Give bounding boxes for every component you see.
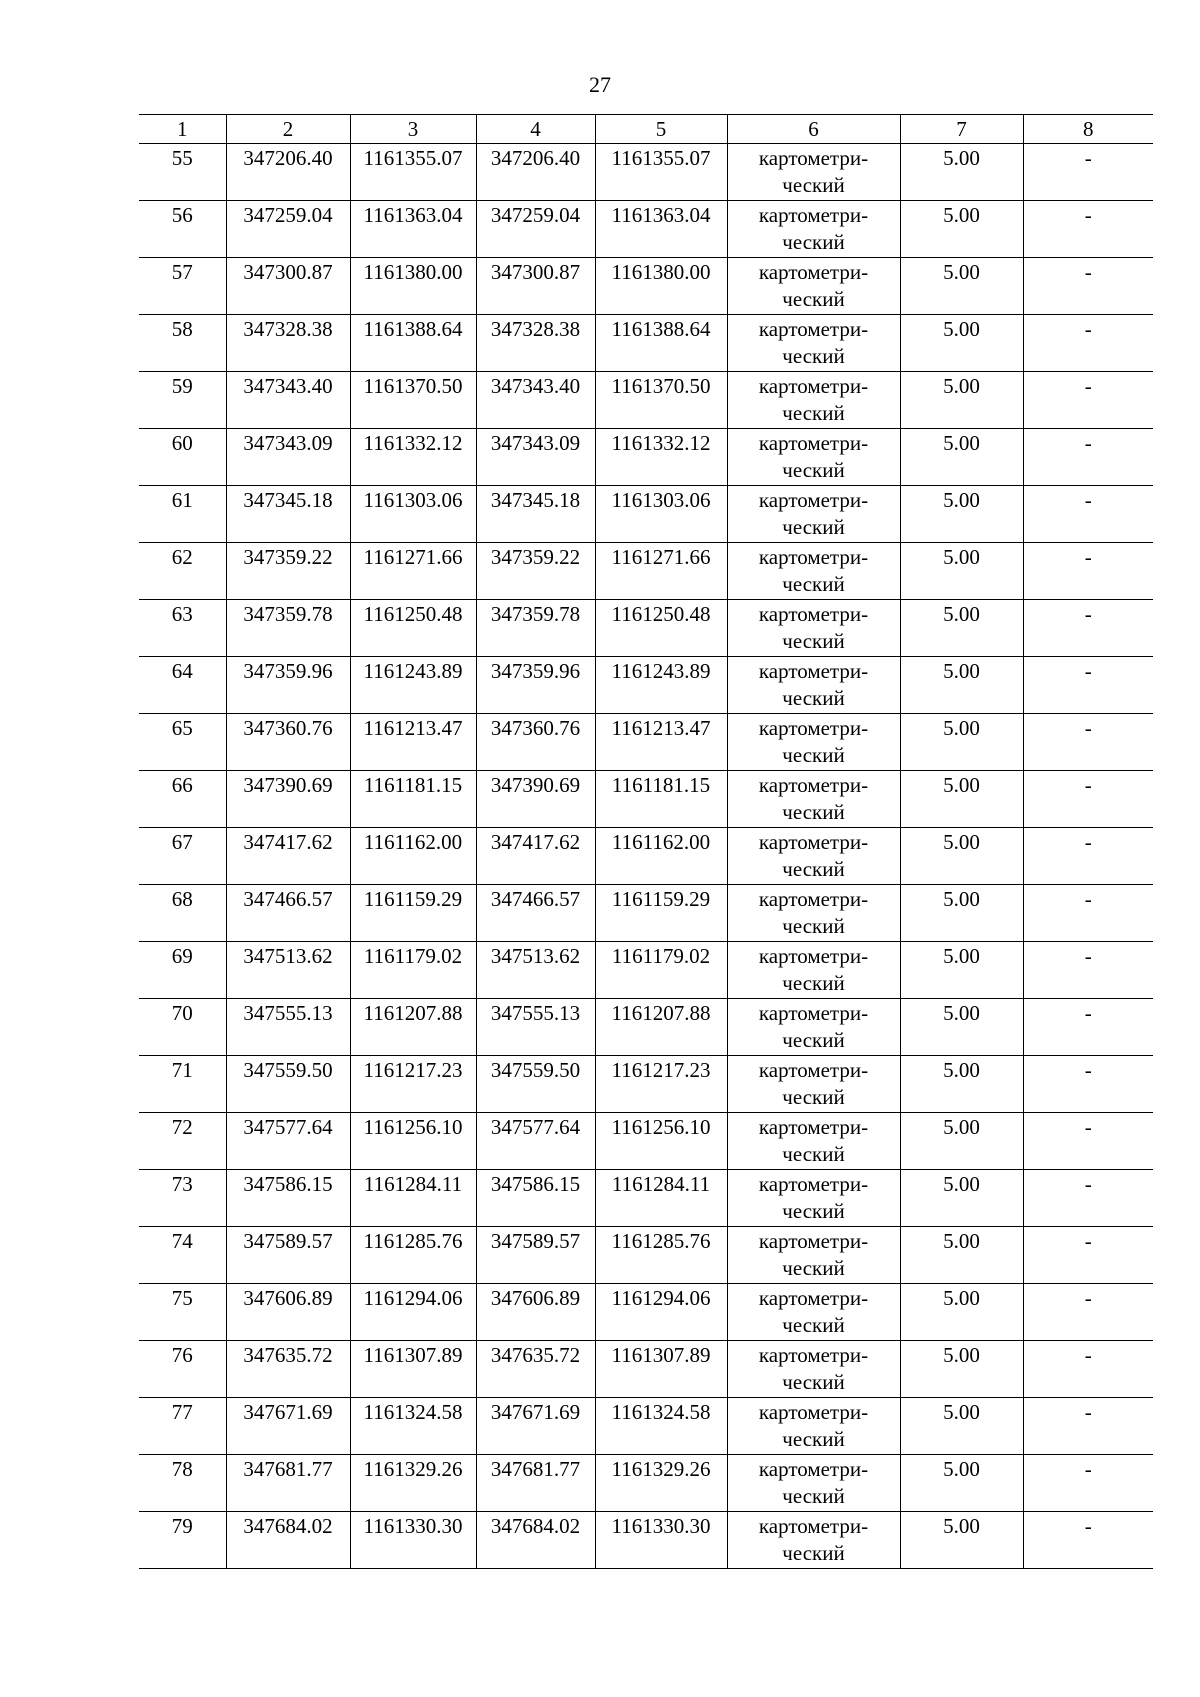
cell-method [727,942,900,999]
cell-note: - [1023,1341,1153,1398]
cell-n: 67 [139,828,226,885]
method-line: ческий [782,857,845,881]
cell-y1: 1161213.47 [350,714,476,771]
cell-n: 61 [139,486,226,543]
cell-x2: 347586.15 [476,1170,595,1227]
column-header: 7 [900,115,1023,144]
cell-n: 60 [139,429,226,486]
cell-y1: 1161159.29 [350,885,476,942]
method-line: картометри- [758,1115,869,1139]
method-line: ческий [782,1541,845,1565]
cell-note: - [1023,201,1153,258]
cell-method [727,315,900,372]
cell-y2: 1161363.04 [595,201,727,258]
cell-y2: 1161250.48 [595,600,727,657]
method-line: картометри- [758,773,869,797]
cell-x1: 347345.18 [226,486,350,543]
cell-y1: 1161181.15 [350,771,476,828]
cell-y1: 1161243.89 [350,657,476,714]
table-row [139,429,1153,486]
method-line: ческий [782,1028,845,1052]
cell-n: 58 [139,315,226,372]
cell-y1: 1161294.06 [350,1284,476,1341]
cell-accuracy: 5.00 [900,1056,1023,1113]
cell-y2: 1161370.50 [595,372,727,429]
table-row [139,144,1153,201]
cell-method [727,885,900,942]
cell-x2: 347359.78 [476,600,595,657]
method-line: картометри- [758,1229,869,1253]
page-number: 27 [589,72,611,97]
table-row [139,1227,1153,1284]
cell-method [727,1056,900,1113]
cell-note: - [1023,315,1153,372]
cell-x1: 347328.38 [226,315,350,372]
cell-method [727,429,900,486]
table-row [139,1512,1153,1569]
cell-x2: 347589.57 [476,1227,595,1284]
cell-x2: 347577.64 [476,1113,595,1170]
cell-note: - [1023,372,1153,429]
cell-x1: 347589.57 [226,1227,350,1284]
cell-y1: 1161256.10 [350,1113,476,1170]
table-row [139,1284,1153,1341]
cell-x1: 347684.02 [226,1512,350,1569]
table-row [139,543,1153,600]
method-line: ческий [782,173,845,197]
cell-x2: 347343.09 [476,429,595,486]
cell-x2: 347606.89 [476,1284,595,1341]
cell-n: 69 [139,942,226,999]
cell-y2: 1161213.47 [595,714,727,771]
cell-y2: 1161294.06 [595,1284,727,1341]
method-line: картометри- [758,545,869,569]
method-line: картометри- [758,146,869,170]
cell-accuracy: 5.00 [900,1170,1023,1227]
cell-n: 56 [139,201,226,258]
cell-x1: 347343.40 [226,372,350,429]
table-row [139,258,1153,315]
cell-x2: 347513.62 [476,942,595,999]
cell-method [727,600,900,657]
cell-x2: 347300.87 [476,258,595,315]
cell-y1: 1161271.66 [350,543,476,600]
cell-method [727,1398,900,1455]
cell-y1: 1161207.88 [350,999,476,1056]
cell-n: 55 [139,144,226,201]
cell-y2: 1161330.30 [595,1512,727,1569]
method-line: картометри- [758,374,869,398]
cell-y2: 1161284.11 [595,1170,727,1227]
cell-y1: 1161355.07 [350,144,476,201]
cell-x1: 347559.50 [226,1056,350,1113]
cell-x1: 347390.69 [226,771,350,828]
cell-n: 63 [139,600,226,657]
cell-x1: 347513.62 [226,942,350,999]
cell-y1: 1161285.76 [350,1227,476,1284]
cell-accuracy: 5.00 [900,999,1023,1056]
method-line: ческий [782,1370,845,1394]
cell-accuracy: 5.00 [900,1455,1023,1512]
cell-accuracy: 5.00 [900,486,1023,543]
cell-y2: 1161285.76 [595,1227,727,1284]
method-line: картометри- [758,1058,869,1082]
cell-y2: 1161355.07 [595,144,727,201]
cell-x1: 347417.62 [226,828,350,885]
table-row [139,999,1153,1056]
method-line: ческий [782,914,845,938]
cell-note: - [1023,1113,1153,1170]
method-line: картометри- [758,1172,869,1196]
cell-accuracy: 5.00 [900,201,1023,258]
method-line: ческий [782,1313,845,1337]
cell-y2: 1161332.12 [595,429,727,486]
method-line: ческий [782,515,845,539]
cell-method [727,1284,900,1341]
method-line: картометри- [758,203,869,227]
cell-accuracy: 5.00 [900,1227,1023,1284]
cell-note: - [1023,543,1153,600]
cell-y2: 1161388.64 [595,315,727,372]
method-line: ческий [782,800,845,824]
method-line: картометри- [758,317,869,341]
cell-n: 65 [139,714,226,771]
method-line: ческий [782,971,845,995]
cell-method [727,999,900,1056]
method-line: картометри- [758,1343,869,1367]
method-line: ческий [782,629,845,653]
table-row [139,771,1153,828]
method-line: картометри- [758,944,869,968]
table-row [139,828,1153,885]
cell-n: 66 [139,771,226,828]
table-row [139,1113,1153,1170]
cell-y1: 1161330.30 [350,1512,476,1569]
cell-note: - [1023,828,1153,885]
cell-x1: 347206.40 [226,144,350,201]
cell-y1: 1161370.50 [350,372,476,429]
table-row [139,942,1153,999]
cell-x2: 347360.76 [476,714,595,771]
cell-y2: 1161162.00 [595,828,727,885]
cell-x2: 347328.38 [476,315,595,372]
method-line: ческий [782,572,845,596]
cell-y1: 1161380.00 [350,258,476,315]
column-header: 6 [727,115,900,144]
cell-note: - [1023,1284,1153,1341]
cell-note: - [1023,1512,1153,1569]
table-row [139,372,1153,429]
cell-n: 64 [139,657,226,714]
cell-n: 70 [139,999,226,1056]
cell-x2: 347684.02 [476,1512,595,1569]
column-header: 3 [350,115,476,144]
cell-method [727,828,900,885]
cell-method [727,372,900,429]
cell-note: - [1023,1398,1153,1455]
cell-method [727,771,900,828]
cell-method [727,144,900,201]
table-row [139,885,1153,942]
table-row [139,714,1153,771]
cell-x2: 347390.69 [476,771,595,828]
cell-note: - [1023,1056,1153,1113]
cell-n: 59 [139,372,226,429]
cell-y2: 1161256.10 [595,1113,727,1170]
cell-method [727,201,900,258]
table-row [139,1056,1153,1113]
table-row [139,1398,1153,1455]
cell-n: 75 [139,1284,226,1341]
cell-note: - [1023,714,1153,771]
cell-x1: 347681.77 [226,1455,350,1512]
method-line: ческий [782,1142,845,1166]
method-line: ческий [782,458,845,482]
cell-y2: 1161217.23 [595,1056,727,1113]
cell-y1: 1161307.89 [350,1341,476,1398]
cell-x2: 347681.77 [476,1455,595,1512]
method-line: картометри- [758,1457,869,1481]
cell-accuracy: 5.00 [900,942,1023,999]
method-line: ческий [782,401,845,425]
cell-y1: 1161179.02 [350,942,476,999]
table-row [139,1455,1153,1512]
cell-accuracy: 5.00 [900,1113,1023,1170]
cell-note: - [1023,429,1153,486]
cell-y1: 1161388.64 [350,315,476,372]
cell-n: 62 [139,543,226,600]
cell-accuracy: 5.00 [900,828,1023,885]
cell-accuracy: 5.00 [900,144,1023,201]
method-line: ческий [782,743,845,767]
cell-n: 68 [139,885,226,942]
cell-accuracy: 5.00 [900,714,1023,771]
cell-n: 57 [139,258,226,315]
cell-y2: 1161307.89 [595,1341,727,1398]
method-line: ческий [782,1085,845,1109]
method-line: ческий [782,1484,845,1508]
table-row [139,486,1153,543]
cell-method [727,714,900,771]
method-line: ческий [782,1427,845,1451]
cell-x1: 347586.15 [226,1170,350,1227]
cell-x1: 347259.04 [226,201,350,258]
method-line: картометри- [758,1286,869,1310]
table-row [139,1170,1153,1227]
header-row [139,115,1153,144]
column-header: 1 [139,115,226,144]
cell-method [727,1113,900,1170]
column-header: 8 [1023,115,1153,144]
table-row [139,1341,1153,1398]
cell-method [727,258,900,315]
cell-x1: 347360.76 [226,714,350,771]
cell-y2: 1161380.00 [595,258,727,315]
column-header: 4 [476,115,595,144]
cell-y2: 1161159.29 [595,885,727,942]
cell-y1: 1161303.06 [350,486,476,543]
cell-method [727,1341,900,1398]
cell-n: 73 [139,1170,226,1227]
cell-y1: 1161324.58 [350,1398,476,1455]
cell-x1: 347359.96 [226,657,350,714]
cell-accuracy: 5.00 [900,1341,1023,1398]
cell-y1: 1161250.48 [350,600,476,657]
cell-x2: 347343.40 [476,372,595,429]
method-line: ческий [782,686,845,710]
cell-note: - [1023,999,1153,1056]
cell-note: - [1023,486,1153,543]
cell-accuracy: 5.00 [900,315,1023,372]
cell-x2: 347259.04 [476,201,595,258]
cell-x2: 347359.96 [476,657,595,714]
method-line: ческий [782,287,845,311]
cell-method [727,1170,900,1227]
method-line: картометри- [758,659,869,683]
cell-note: - [1023,1170,1153,1227]
method-line: ческий [782,230,845,254]
cell-x2: 347466.57 [476,885,595,942]
method-line: картометри- [758,1400,869,1424]
cell-accuracy: 5.00 [900,1398,1023,1455]
cell-x1: 347577.64 [226,1113,350,1170]
cell-n: 76 [139,1341,226,1398]
cell-x1: 347635.72 [226,1341,350,1398]
cell-n: 78 [139,1455,226,1512]
cell-x2: 347206.40 [476,144,595,201]
cell-note: - [1023,657,1153,714]
cell-note: - [1023,1455,1153,1512]
cell-x1: 347671.69 [226,1398,350,1455]
method-line: картометри- [758,1514,869,1538]
cell-accuracy: 5.00 [900,657,1023,714]
cell-note: - [1023,600,1153,657]
cell-y2: 1161179.02 [595,942,727,999]
method-line: картометри- [758,488,869,512]
table-body [139,144,1153,1569]
cell-x1: 347359.78 [226,600,350,657]
cell-n: 77 [139,1398,226,1455]
cell-y1: 1161284.11 [350,1170,476,1227]
cell-y2: 1161271.66 [595,543,727,600]
cell-accuracy: 5.00 [900,258,1023,315]
cell-x1: 347359.22 [226,543,350,600]
method-line: ческий [782,1199,845,1223]
cell-x2: 347417.62 [476,828,595,885]
cell-x2: 347559.50 [476,1056,595,1113]
cell-x1: 347300.87 [226,258,350,315]
table-header [139,115,1153,144]
cell-note: - [1023,258,1153,315]
cell-n: 79 [139,1512,226,1569]
cell-method [727,543,900,600]
cell-note: - [1023,885,1153,942]
cell-method [727,657,900,714]
table-row [139,315,1153,372]
cell-x2: 347671.69 [476,1398,595,1455]
cell-n: 74 [139,1227,226,1284]
method-line: картометри- [758,602,869,626]
cell-accuracy: 5.00 [900,429,1023,486]
table-row [139,600,1153,657]
cell-y1: 1161363.04 [350,201,476,258]
method-line: картометри- [758,1001,869,1025]
method-line: картометри- [758,260,869,284]
cell-x2: 347345.18 [476,486,595,543]
cell-accuracy: 5.00 [900,372,1023,429]
cell-note: - [1023,942,1153,999]
cell-x2: 347635.72 [476,1341,595,1398]
cell-method [727,486,900,543]
cell-y2: 1161303.06 [595,486,727,543]
cell-y2: 1161207.88 [595,999,727,1056]
method-line: ческий [782,344,845,368]
method-line: картометри- [758,830,869,854]
cell-n: 71 [139,1056,226,1113]
cell-method [727,1455,900,1512]
cell-y1: 1161162.00 [350,828,476,885]
table-row [139,657,1153,714]
coordinates-table [139,114,1153,1569]
column-header: 5 [595,115,727,144]
cell-accuracy: 5.00 [900,771,1023,828]
method-line: картометри- [758,431,869,455]
cell-accuracy: 5.00 [900,885,1023,942]
cell-y2: 1161181.15 [595,771,727,828]
table-row [139,201,1153,258]
cell-x2: 347359.22 [476,543,595,600]
column-header: 2 [226,115,350,144]
cell-y1: 1161332.12 [350,429,476,486]
cell-method [727,1227,900,1284]
cell-note: - [1023,144,1153,201]
cell-x1: 347466.57 [226,885,350,942]
cell-y2: 1161329.26 [595,1455,727,1512]
method-line: картометри- [758,887,869,911]
cell-accuracy: 5.00 [900,1284,1023,1341]
cell-x1: 347555.13 [226,999,350,1056]
cell-accuracy: 5.00 [900,1512,1023,1569]
cell-accuracy: 5.00 [900,600,1023,657]
cell-note: - [1023,771,1153,828]
cell-method [727,1512,900,1569]
method-line: ческий [782,1256,845,1280]
cell-note: - [1023,1227,1153,1284]
cell-y2: 1161243.89 [595,657,727,714]
cell-y1: 1161329.26 [350,1455,476,1512]
cell-accuracy: 5.00 [900,543,1023,600]
cell-x2: 347555.13 [476,999,595,1056]
cell-x1: 347343.09 [226,429,350,486]
method-line: картометри- [758,716,869,740]
cell-n: 72 [139,1113,226,1170]
cell-y2: 1161324.58 [595,1398,727,1455]
cell-y1: 1161217.23 [350,1056,476,1113]
cell-x1: 347606.89 [226,1284,350,1341]
